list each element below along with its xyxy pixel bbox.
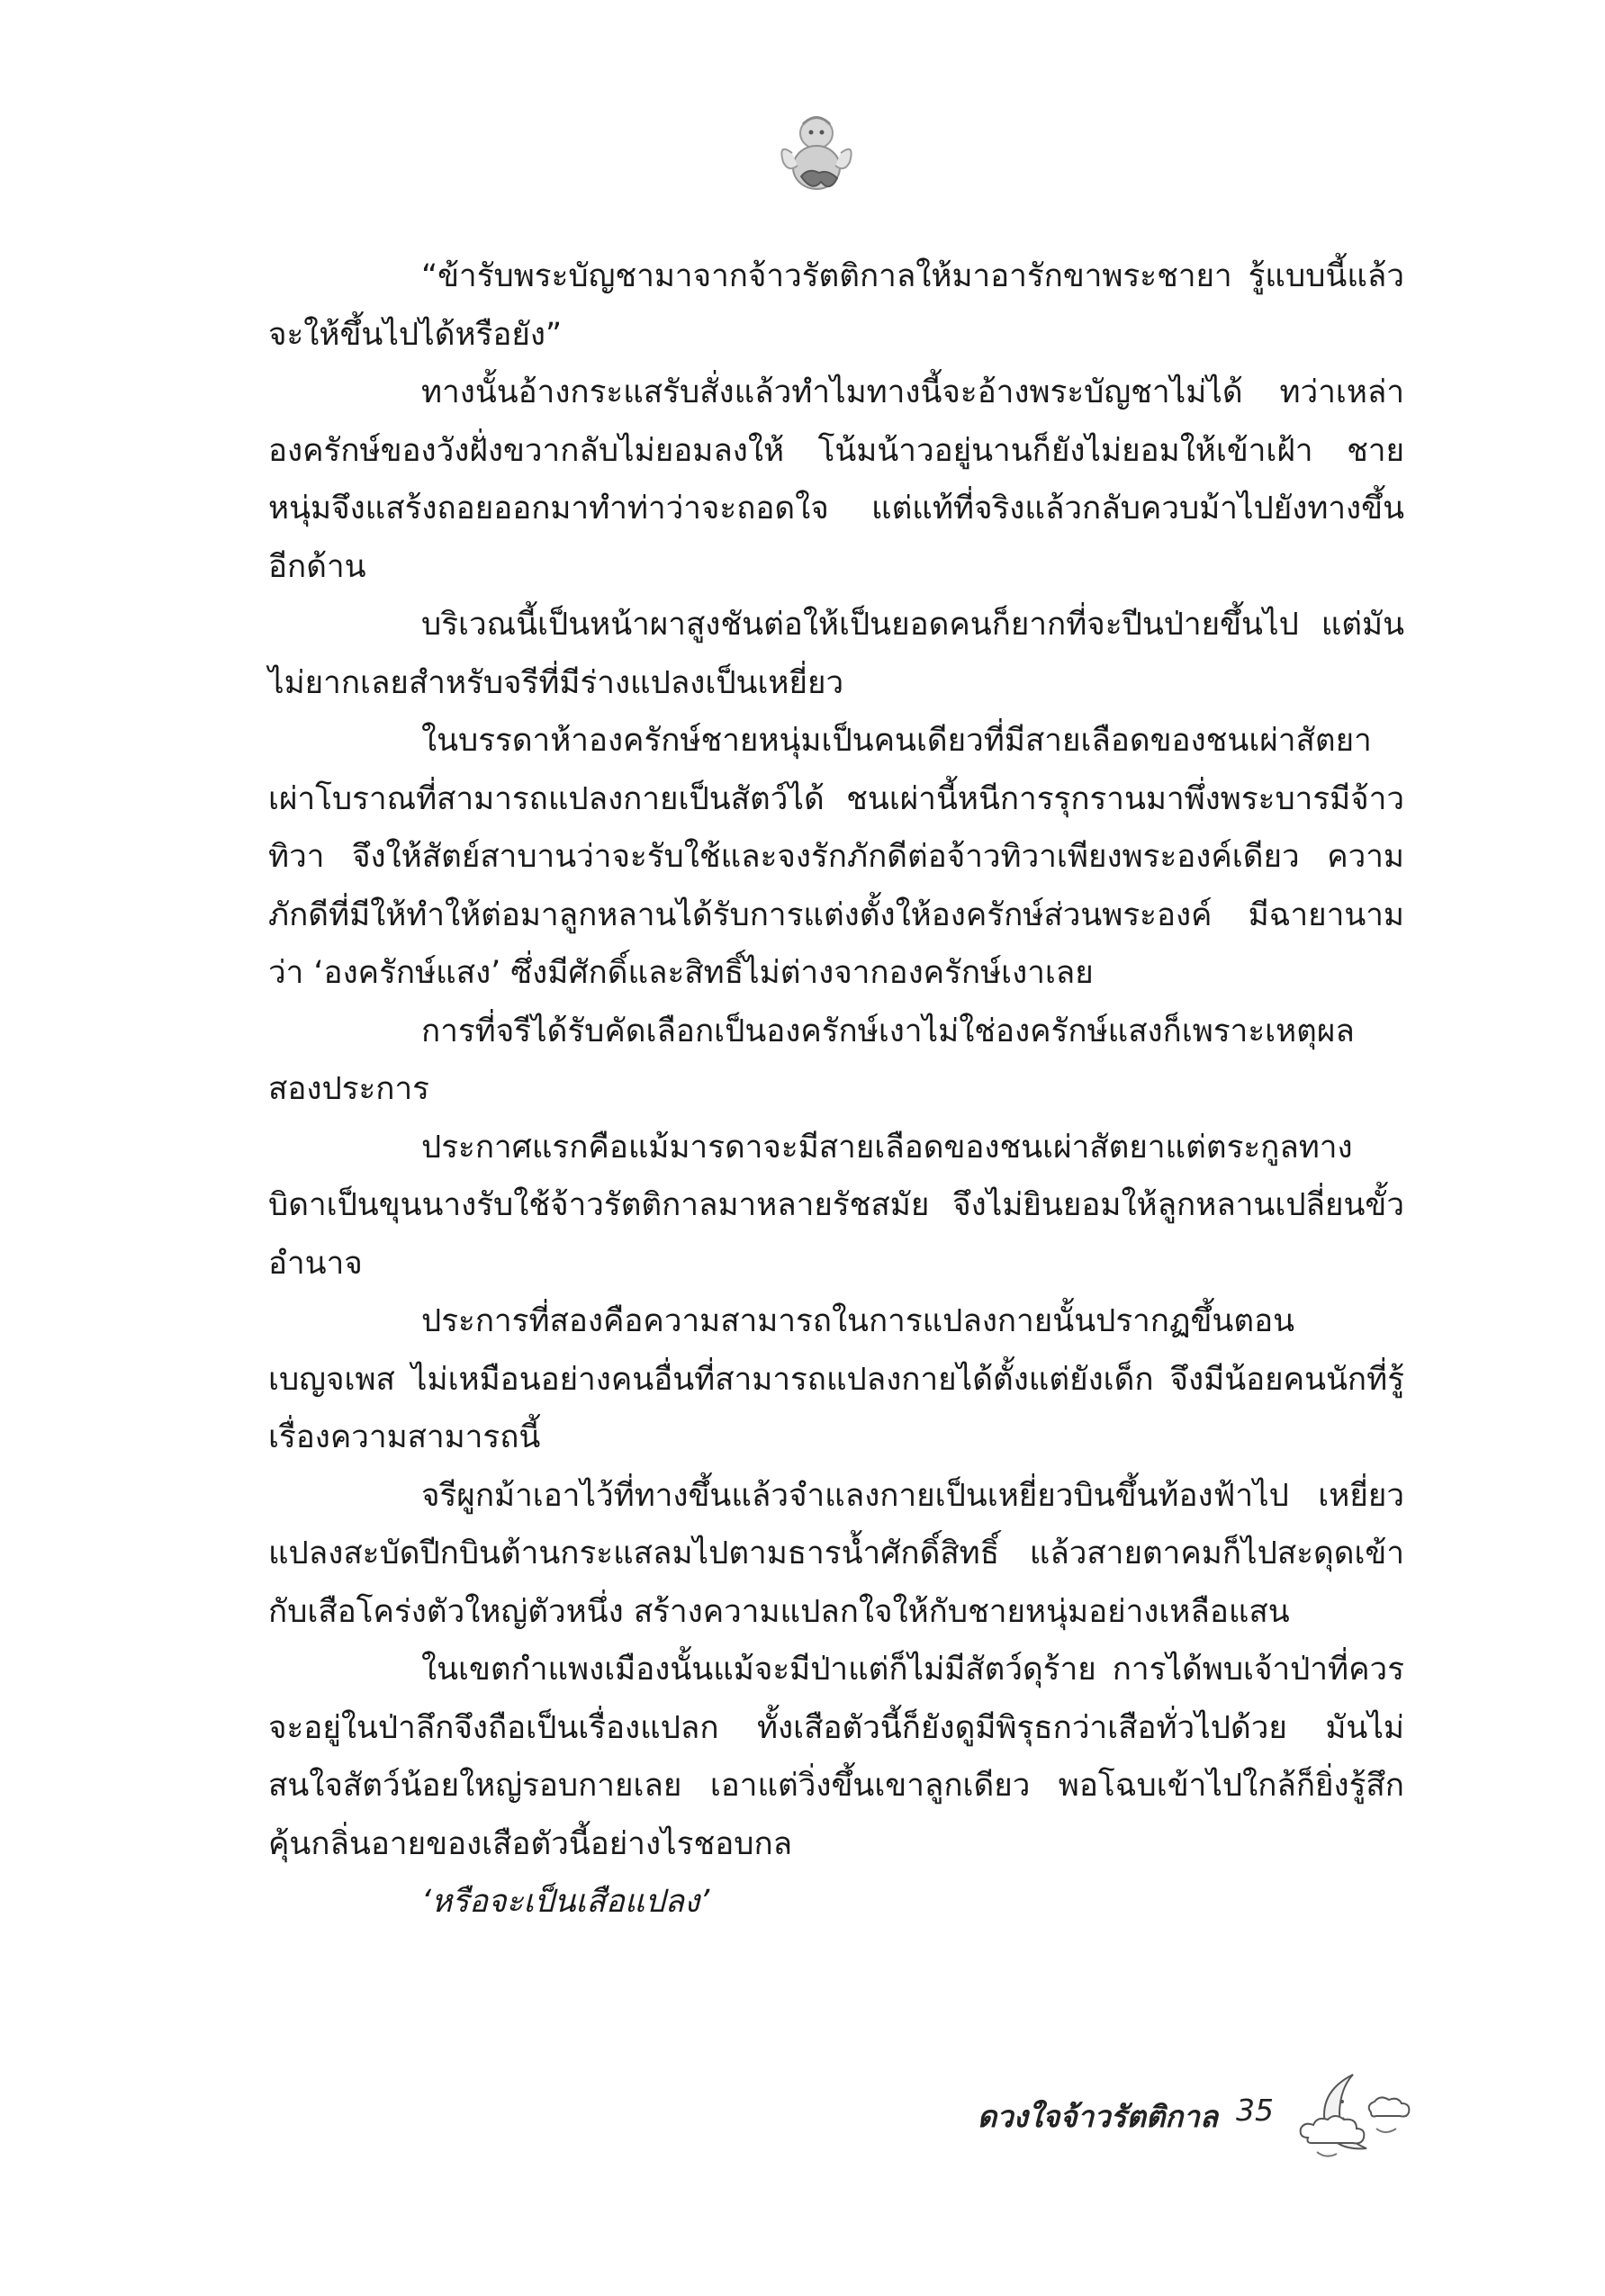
paragraph-2: ทางนั้นอ้างกระแสรับสั่งแล้วทำไมทางนี้จะอ้างพระบัญชาไม่ได้ ทว่าเหล่าองครักษ์ของวังฝั่งขวากลับไม่ยอมลงให้ โน้มน้าวอยู่นานก็ยังไม่ยอมให้เข้าเฝ้า ชายหนุ่มจึงแสร้งถอยออกมาทำท่าว่าจะถอดใจ แต่แท้ที่จริงแล้วกลับควบม้าไปยังทางขึ้นอีกด้าน	[268, 374, 1404, 585]
paragraph-10-italic-thought: ‘หรือจะเป็นเสือแปลง’	[421, 1884, 710, 1920]
paragraph-1: “ข้ารับพระบัญชามาจากจ้าวรัตติกาลให้มาอารักขาพระชายา รู้แบบนี้แล้วจะให้ขึ้นไปได้หรือยัง”	[268, 258, 1404, 353]
body-text	[268, 248, 1404, 1931]
crescent-moon-cloud-icon	[1290, 2066, 1425, 2165]
page-number: 35	[1236, 2093, 1274, 2128]
paragraph-6: ประกาศแรกคือแม้มารดาจะมีสายเลือดของชนเผ่าสัตยาแต่ตระกูลทางบิดาเป็นขุนนางรับใช้จ้าวรัตติกาลมาหลายรัชสมัย จึงไม่ยินยอมให้ลูกหลานเปลี่ยนขั้วอำนาจ	[268, 1129, 1404, 1282]
paragraph-3: บริเวณนี้เป็นหน้าผาสูงชันต่อให้เป็นยอดคนก็ยากที่จะปีนป่ายขึ้นไป แต่มันไม่ยากเลยสำหรับจรีที่มีร่างแปลงเป็นเหยี่ยว	[268, 607, 1404, 701]
paragraph-9: ในเขตกำแพงเมืองนั้นแม้จะมีป่าแต่ก็ไม่มีสัตว์ดุร้าย การได้พบเจ้าป่าที่ควรจะอยู่ในป่าลึกจึงถือเป็นเรื่องแปลก ทั้งเสือตัวนี้ก็ยังดูมีพิรุธกว่าเสือทั่วไปด้วย มันไม่สนใจสัตว์น้อยใหญ่รอบกายเลย เอาแต่วิ่งขึ้นเขาลูกเดียว พอโฉบเข้าไปใกล้ก็ยิ่งรู้สึกคุ้นกลิ่นอายของเสือตัวนี้อย่างไรชอบกล	[268, 1652, 1404, 1862]
paragraph-4: ในบรรดาห้าองครักษ์ชายหนุ่มเป็นคนเดียวที่มีสายเลือดของชนเผ่าสัตยา เผ่าโบราณที่สามารถแปลงกายเป็นสัตว์ได้ ชนเผ่านี้หนีการรุกรานมาพึ่งพระบารมีจ้าวทิวา จึงให้สัตย์สาบานว่าจะรับใช้และจงรักภักดีต่อจ้าวทิวาเพียงพระองค์เดียว ความภักดีที่มีให้ทำให้ต่อมาลูกหลานได้รับการแต่งตั้งให้องครักษ์ส่วนพระองค์ มีฉายานามว่า ‘องครักษ์แสง’ ซึ่งมีศักดิ์และสิทธิ์ไม่ต่างจากองครักษ์เงาเลย	[268, 723, 1404, 991]
paragraph-5: การที่จรีได้รับคัดเลือกเป็นองครักษ์เงาไม่ใช่องครักษ์แสงก็เพราะเหตุผลสองประการ	[268, 1013, 1355, 1107]
cupid-ornament-icon	[776, 106, 857, 205]
footer-book-title: ดวงใจจ้าวรัตติกาล	[977, 2099, 1218, 2134]
page-footer	[795, 2066, 1425, 2165]
paragraph-7: ประการที่สองคือความสามารถในการแปลงกายนั้นปรากฏขึ้นตอนเบญจเพส ไม่เหมือนอย่างคนอื่นที่สามารถแปลงกายได้ตั้งแต่ยังเด็ก จึงมีน้อยคนนักที่รู้เรื่องความสามารถนี้	[268, 1303, 1404, 1455]
paragraph-8: จรีผูกม้าเอาไว้ที่ทางขึ้นแล้วจำแลงกายเป็นเหยี่ยวบินขึ้นท้องฟ้าไป เหยี่ยวแปลงสะบัดปีกบินต้านกระแสลมไปตามธารน้ำศักดิ์สิทธิ์ แล้วสายตาคมก็ไปสะดุดเข้ากับเสือโคร่งตัวใหญ่ตัวหนึ่ง สร้างความแปลกใจให้กับชายหนุ่มอย่างเหลือแสน	[268, 1477, 1404, 1630]
